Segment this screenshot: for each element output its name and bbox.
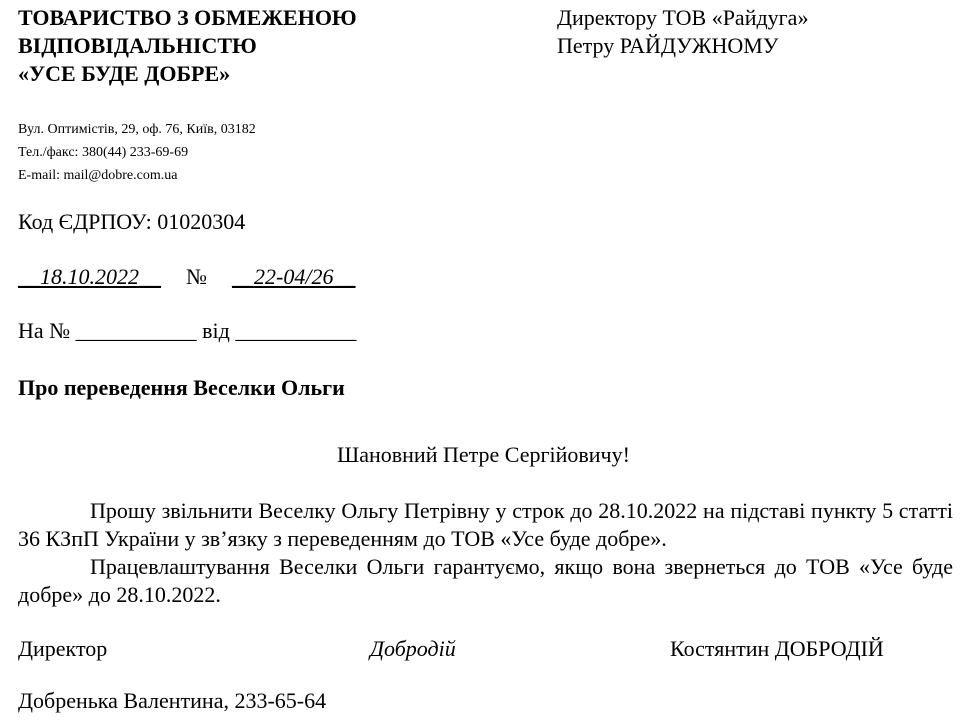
recipient-line-2: Петру РАЙДУЖНОМУ xyxy=(557,33,779,58)
reply-to-line: На № ___________ від ___________ xyxy=(18,318,357,343)
sender-address: Вул. Оптимістів, 29, оф. 76, Київ, 03182 xyxy=(18,122,256,137)
letter-greeting: Шановний Петре Сергійовичу! xyxy=(337,442,630,467)
outgoing-number-sign: № xyxy=(186,264,207,289)
sender-name-line-2: ВІДПОВІДАЛЬНІСТЮ xyxy=(18,33,257,58)
sender-name-line-1: ТОВАРИСТВО З ОБМЕЖЕНОЮ xyxy=(18,5,357,30)
sender-contacts xyxy=(18,118,256,187)
sender-phone: Тел./факс: 380(44) 233-69-69 xyxy=(18,145,189,160)
recipient-block xyxy=(557,4,808,60)
signatory-title: Директор xyxy=(18,636,108,661)
letter-subject: Про переведення Веселки Ольги xyxy=(18,375,345,400)
outgoing-number: __22-04/26__ xyxy=(232,264,356,289)
sender-edrpou-code: Код ЄДРПОУ: 01020304 xyxy=(18,209,246,234)
recipient-line-1: Директору ТОВ «Райдуга» xyxy=(557,5,809,30)
sender-organization-name xyxy=(18,4,357,88)
executor-info: Добренька Валентина, 233-65-64 xyxy=(18,688,327,713)
letter-body xyxy=(18,497,953,609)
body-paragraph-2: Працевлаштування Веселки Ольги гарантуємо, якщо вона звернеться до ТОВ «Усе буде добре» до 28.10.2022. xyxy=(18,554,953,607)
sender-name-line-3: «УСЕ БУДЕ ДОБРЕ» xyxy=(18,61,231,86)
body-paragraph-1: Прошу звільнити Веселку Ольгу Петрівну у строк до 28.10.2022 на підставі пункту 5 статті 36 КЗпП України у зв’язку з переведенням до ТОВ «Усе буде добре». xyxy=(18,498,953,551)
signature: Добродій xyxy=(370,636,456,661)
outgoing-date: __18.10.2022__ xyxy=(18,264,161,289)
signatory-name: Костянтин ДОБРОДІЙ xyxy=(670,636,884,661)
outgoing-registration-line xyxy=(18,264,355,290)
sender-email: E-mail: mail@dobre.com.ua xyxy=(18,168,178,183)
